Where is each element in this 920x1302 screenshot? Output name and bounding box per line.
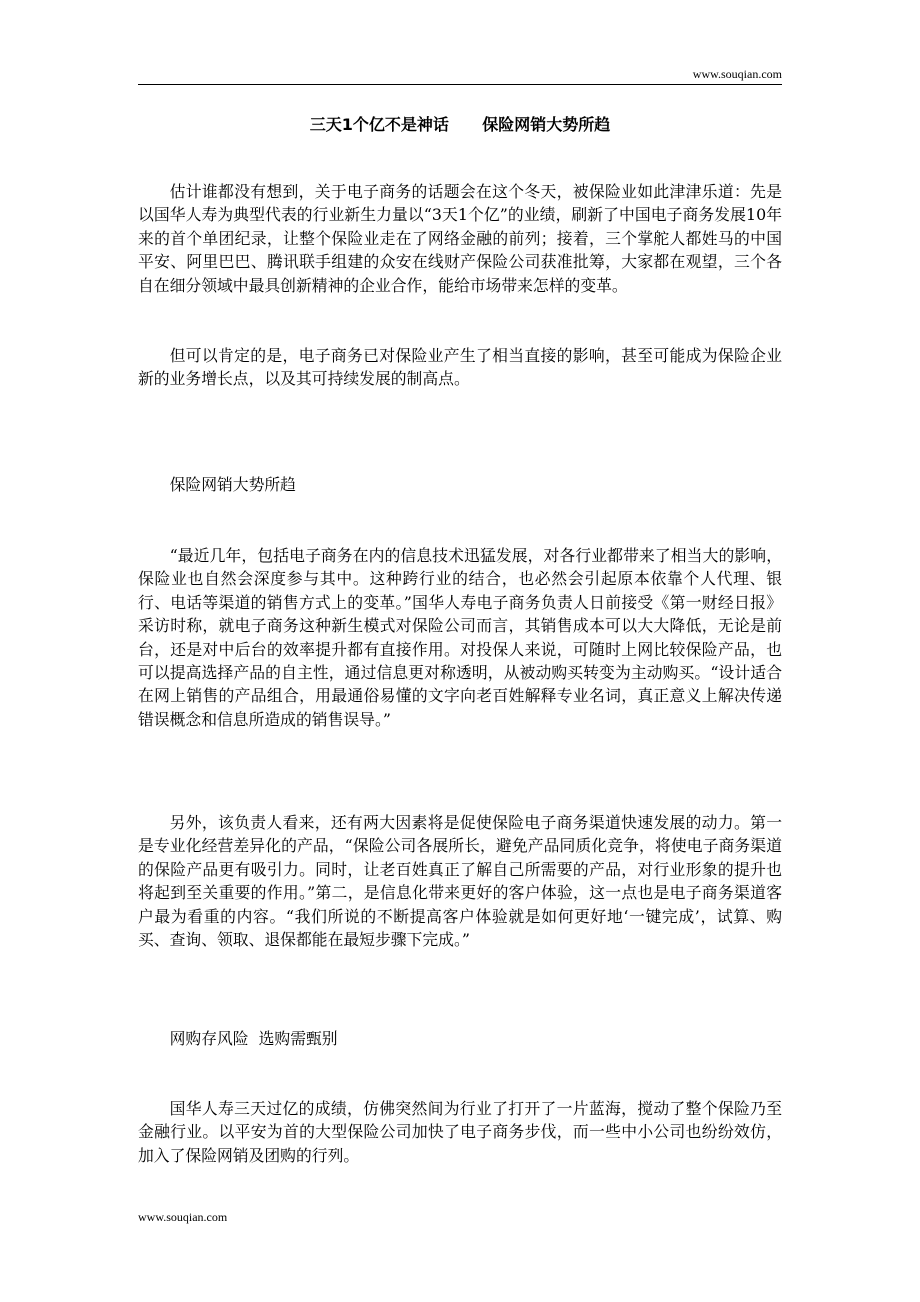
paragraph-2-block bbox=[138, 344, 782, 391]
paragraph-1-block bbox=[138, 180, 782, 297]
paragraph-4: 另外，该负责人看来，还有两大因素将是促使保险电子商务渠道快速发展的动力。第一是专业化经营差异化的产品，“保险公司各展所长，避免产品同质化竞争，将使电子商务渠道的保险产品更有吸引力。同时，让老百姓真正了解自己所需要的产品，对行业形象的提升也将起到至关重要的作用。”第二，是信息化带来更好的客户体验，这一点也是电子商务渠道客户最为看重的内容。“我们所说的不断提高客户体验就是如何更好地‘一键完成’，试算、购买、查询、领取、退保都能在最短步骤下完成。” bbox=[138, 813, 782, 950]
section-heading-2-block bbox=[138, 1027, 782, 1050]
paragraph-2: 但可以肯定的是，电子商务已对保险业产生了相当直接的影响，甚至可能成为保险企业新的业务增长点，以及其可持续发展的制高点。 bbox=[138, 346, 782, 389]
header-divider bbox=[138, 84, 782, 85]
paragraph-3: “最近几年，包括电子商务在内的信息技术迅猛发展，对各行业都带来了相当大的影响，保险业也自然会深度参与其中。这种跨行业的结合，也必然会引起原本依靠个人代理、银行、电话等渠道的销售方式上的变革。”国华人寿电子商务负责人日前接受《第一财经日报》采访时称，就电子商务这种新生模式对保险公司而言，其销售成本可以大大降低，无论是前台，还是对中后台的效率提升都有直接作用。对投保人来说，可随时上网比较保险产品，也可以提高选择产品的自主性，通过信息更对称透明，从被动购买转变为主动购买。“设计适合在网上销售的产品组合，用最通俗易懂的文字向老百姓解释专业名词，真正意义上解决传递错误概念和信息所造成的销售误导。” bbox=[138, 546, 782, 729]
section-heading-1: 保险网销大势所趋 bbox=[169, 475, 296, 494]
document-title: 三天1个亿不是神话 保险网销大势所趋 bbox=[309, 115, 611, 134]
header-url: www.souqian.com bbox=[692, 67, 782, 81]
footer-url: www.souqian.com bbox=[138, 1210, 228, 1224]
section-heading-1-block bbox=[138, 473, 782, 496]
section-heading-2: 网购存风险 选购需甄别 bbox=[169, 1029, 338, 1048]
paragraph-5: 国华人寿三天过亿的成绩，仿佛突然间为行业了打开了一片蓝海，搅动了整个保险乃至金融行业。以平安为首的大型保险公司加快了电子商务步伐，而一些中小公司也纷纷效仿，加入了保险网销及团购的行列。 bbox=[138, 1099, 782, 1165]
paragraph-5-block bbox=[138, 1097, 782, 1167]
paragraph-1: 估计谁都没有想到，关于电子商务的话题会在这个冬天，被保险业如此津津乐道：先是以国华人寿为典型代表的行业新生力量以“3天1个亿”的业绩，刷新了中国电子商务发展10年来的首个单团纪录，让整个保险业走在了网络金融的前列；接着，三个掌舵人都姓马的中国平安、阿里巴巴、腾讯联手组建的众安在线财产保险公司获准批筹，大家都在观望，三个各自在细分领域中最具创新精神的企业合作，能给市场带来怎样的变革。 bbox=[138, 182, 782, 295]
paragraph-4-block bbox=[138, 811, 782, 951]
paragraph-3-block bbox=[138, 544, 782, 731]
